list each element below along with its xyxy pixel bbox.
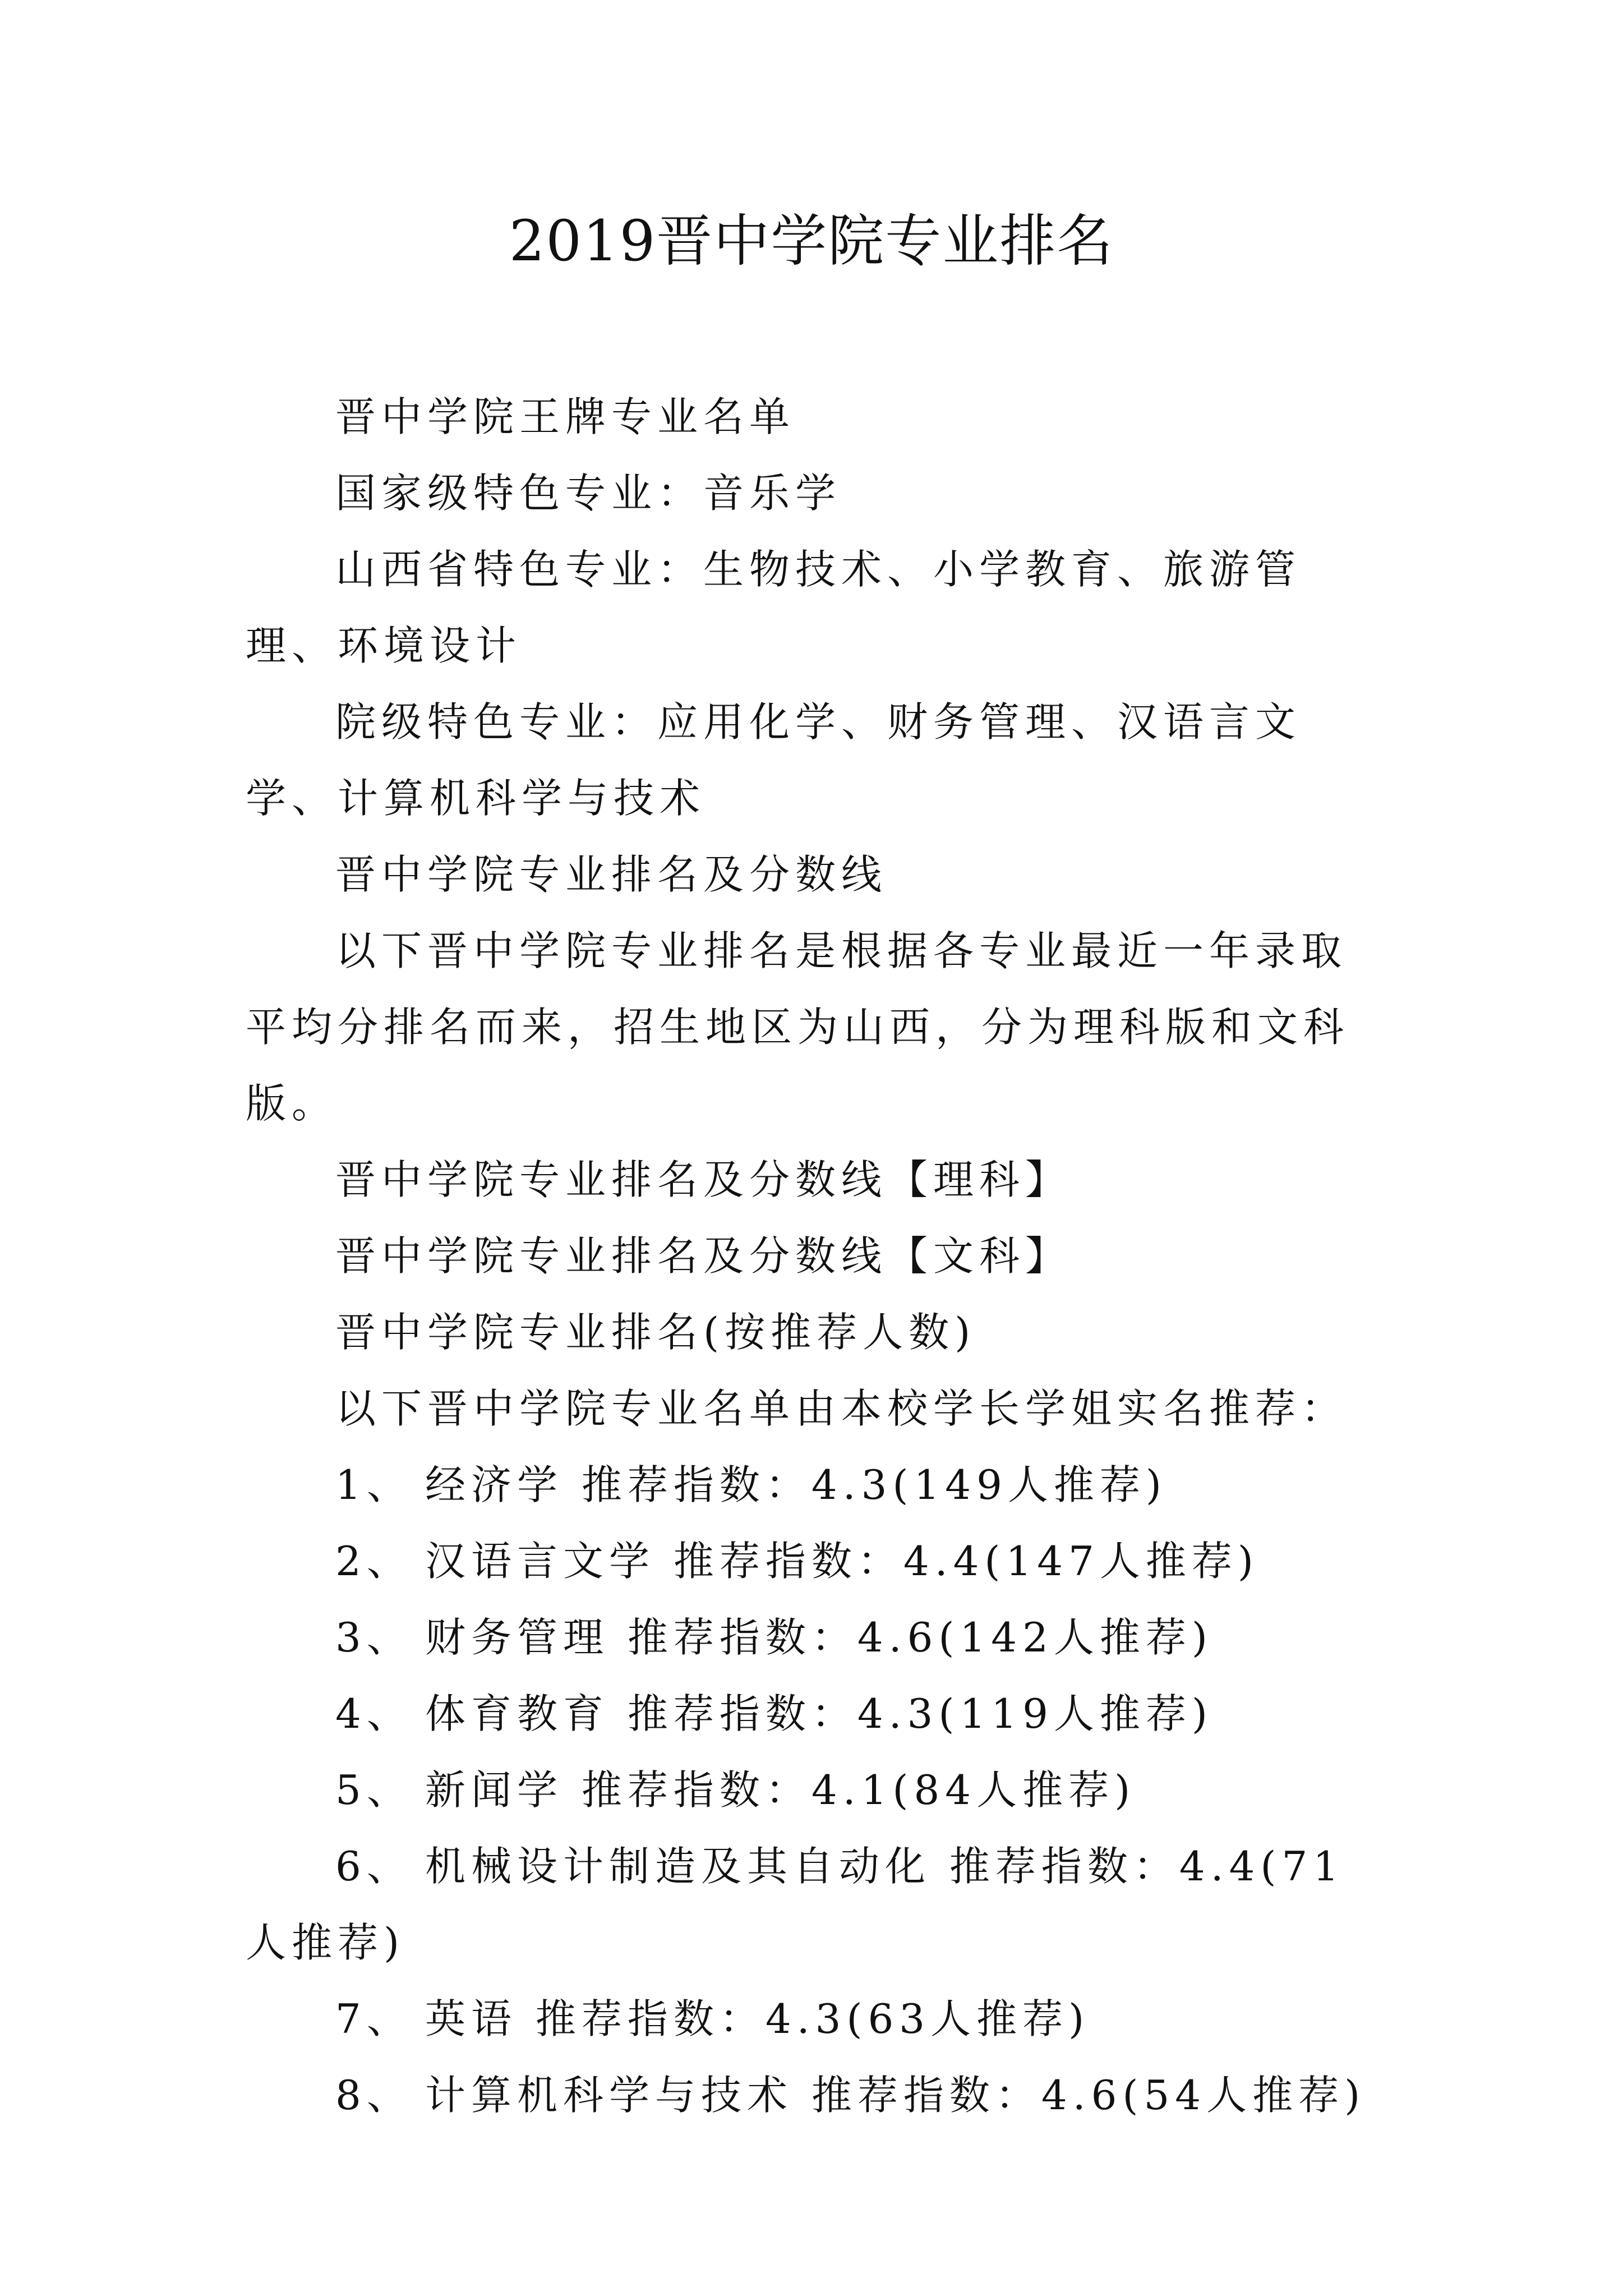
list-item-text: 计算机科学与技术 推荐指数：4.6(54人推荐) <box>425 2072 1366 2119</box>
list-item-number: 7、 <box>335 1995 413 2042</box>
list-item <box>246 1676 1378 1752</box>
paragraph-ranking-heading: 晋中学院专业排名及分数线 <box>335 851 888 898</box>
document-body <box>246 379 1378 2133</box>
list-item <box>246 1752 1378 1828</box>
list-item <box>246 2057 1378 2133</box>
paragraph-arts-ranking: 晋中学院专业排名及分数线【文科】 <box>335 1232 1072 1280</box>
list-item-text: 汉语言文学 推荐指数：4.4(147人推荐) <box>425 1538 1259 1585</box>
list-item-number: 4、 <box>335 1690 413 1737</box>
list-item <box>246 1447 1378 1523</box>
list-item-number: 1、 <box>335 1461 413 1508</box>
paragraph-science-ranking: 晋中学院专业排名及分数线【理科】 <box>335 1156 1072 1203</box>
list-item-text: 英语 推荐指数：4.3(63人推荐) <box>425 1995 1090 2042</box>
list-item-number: 3、 <box>335 1614 413 1661</box>
list-item-number: 5、 <box>335 1766 413 1814</box>
list-item-text: 新闻学 推荐指数：4.1(84人推荐) <box>425 1766 1136 1814</box>
paragraph-national-featured: 国家级特色专业：音乐学 <box>335 470 842 517</box>
list-item-text: 经济学 推荐指数：4.3(149人推荐) <box>425 1461 1167 1508</box>
paragraph-provincial-featured: 山西省特色专业：生物技术、小学教育、旅游管理、环境设计 <box>246 546 1302 669</box>
list-item-number: 2、 <box>335 1538 413 1585</box>
paragraph-ace-majors-heading: 晋中学院王牌专业名单 <box>335 393 796 440</box>
list-item-number: 8、 <box>335 2072 413 2119</box>
list-item <box>246 1599 1378 1676</box>
list-item-number: 6、 <box>335 1843 413 1890</box>
list-item <box>246 1981 1378 2057</box>
list-item <box>246 1828 1378 1981</box>
document-title: 2019晋中学院专业排名 <box>509 208 1114 274</box>
paragraph-ranking-intro: 以下晋中学院专业排名是根据各专业最近一年录取平均分排名而来，招生地区为山西，分为理科版和文科版。 <box>246 927 1350 1127</box>
paragraph-college-featured: 院级特色专业：应用化学、财务管理、汉语言文学、计算机科学与技术 <box>246 698 1302 822</box>
list-item-text: 机械设计制造及其自动化 推荐指数：4.4(71人推荐) <box>246 1843 1345 1966</box>
list-item-text: 体育教育 推荐指数：4.3(119人推荐) <box>425 1690 1213 1737</box>
paragraph-recommend-intro: 以下晋中学院专业名单由本校学长学姐实名推荐： <box>335 1385 1348 1432</box>
list-item <box>246 1523 1378 1599</box>
list-item-text: 财务管理 推荐指数：4.6(142人推荐) <box>425 1614 1213 1661</box>
paragraph-recommend-heading: 晋中学院专业排名(按推荐人数) <box>335 1309 976 1356</box>
